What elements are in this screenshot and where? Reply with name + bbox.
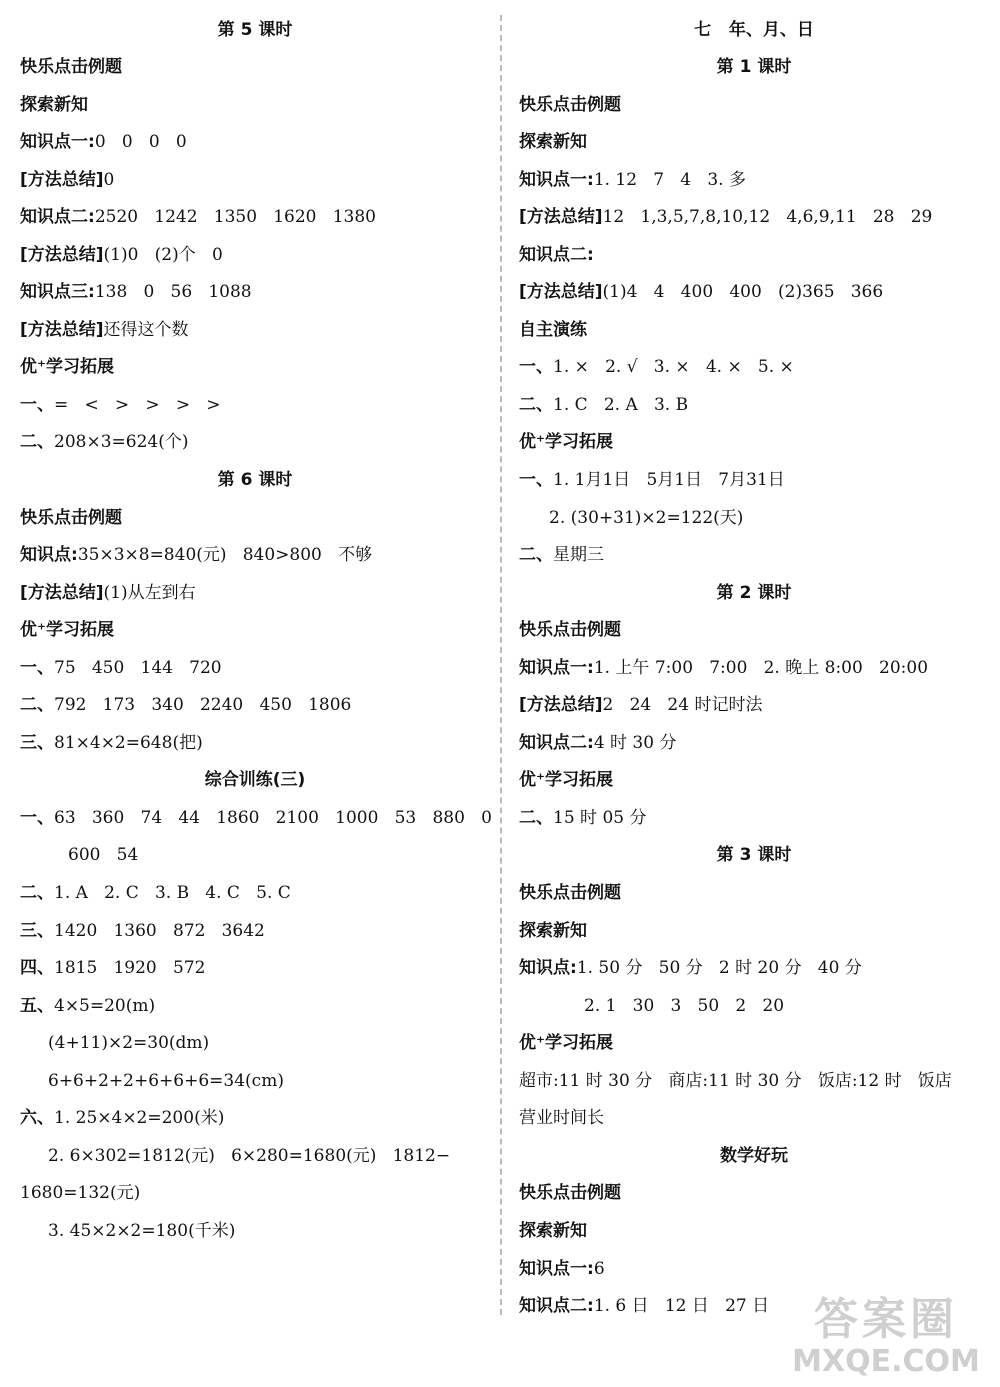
section-title: 数学好玩: [720, 1146, 788, 1166]
answer-line: 五、4×5=20(m): [20, 996, 156, 1016]
answer-line: 2. 1 30 3 50 2 20: [584, 996, 785, 1016]
subheading: 优⁺学习拓展: [519, 1033, 613, 1053]
answer-line: 超市:11 时 30 分 商店:11 时 30 分 饭店:12 时 饭店: [519, 1071, 952, 1091]
section-title: 第 3 课时: [716, 845, 792, 865]
answer-line: 一、1. 1月1日 5月1日 7月31日: [519, 470, 785, 490]
subheading: 优⁺学习拓展: [20, 357, 114, 377]
watermark-url: MXQE.COM: [792, 1344, 980, 1379]
answer-line: [方法总结]2 24 24 时记时法: [519, 695, 763, 715]
answer-line: 知识点一:1. 12 7 4 3. 多: [519, 170, 746, 190]
subheading: 探索新知: [519, 921, 587, 941]
answer-line: 营业时间长: [519, 1108, 604, 1128]
section-title: 第 2 课时: [716, 583, 792, 603]
subheading: 快乐点击例题: [519, 95, 621, 115]
subheading: 探索新知: [519, 1221, 587, 1241]
answer-line: 知识点:1. 50 分 50 分 2 时 20 分 40 分: [519, 958, 862, 978]
answer-line: 知识点二:4 时 30 分: [519, 733, 677, 753]
answer-line: 六、1. 25×4×2=200(米): [20, 1108, 225, 1128]
answer-line: 二、15 时 05 分: [519, 808, 647, 828]
subheading: 快乐点击例题: [519, 1183, 621, 1203]
section-title: 第 5 课时: [217, 20, 293, 40]
answer-line: (4+11)×2=30(dm): [48, 1033, 210, 1053]
answer-line: [方法总结]还得这个数: [20, 320, 189, 340]
section-title: 综合训练(三): [204, 770, 306, 790]
answer-line: 四、1815 1920 572: [20, 958, 206, 978]
watermark: [786, 1295, 986, 1379]
answer-line: 三、1420 1360 872 3642: [20, 921, 265, 941]
answer-line: 2. 6×302=1812(元) 6×280=1680(元) 1812−: [48, 1146, 451, 1166]
answer-line: 二、1. C 2. A 3. B: [519, 395, 689, 415]
answer-line: 一、63 360 74 44 1860 2100 1000 53 880 0: [20, 808, 492, 828]
answer-line: [方法总结]12 1,3,5,7,8,10,12 4,6,9,11 28 29: [519, 207, 933, 227]
answer-line: 二、208×3=624(个): [20, 432, 189, 452]
column-divider: [500, 15, 502, 1315]
answer-line: [方法总结](1)0 (2)个 0: [20, 245, 223, 265]
answer-line: [方法总结](1)4 4 400 400 (2)365 366: [519, 282, 884, 302]
answer-line: 一、1. × 2. √ 3. × 4. × 5. ×: [519, 357, 794, 377]
subheading: 快乐点击例题: [519, 620, 621, 640]
answer-line: [方法总结](1)从左到右: [20, 583, 196, 603]
answer-line: 2. (30+31)×2=122(天): [549, 508, 744, 528]
answer-line: 3. 45×2×2=180(千米): [48, 1221, 236, 1241]
answer-line: 知识点一:6: [519, 1259, 605, 1279]
answer-line: 知识点二:2520 1242 1350 1620 1380: [20, 207, 376, 227]
answer-line: 一、= < > > > >: [20, 395, 221, 415]
chapter-title: 七 年、月、日: [694, 20, 814, 40]
answer-line: [方法总结]0: [20, 170, 115, 190]
answer-line: 1680=132(元): [20, 1183, 141, 1203]
watermark-logo-text: 答案圈: [814, 1294, 958, 1345]
subheading: 快乐点击例题: [20, 508, 122, 528]
subheading: 自主演练: [519, 320, 587, 340]
subheading: 优⁺学习拓展: [519, 432, 613, 452]
answer-line: 6+6+2+2+6+6+6=34(cm): [48, 1071, 284, 1091]
subheading: 优⁺学习拓展: [519, 770, 613, 790]
answer-line: 二、792 173 340 2240 450 1806: [20, 695, 352, 715]
answer-line: 知识点三:138 0 56 1088: [20, 282, 252, 302]
answer-line: 三、81×4×2=648(把): [20, 733, 203, 753]
answer-line: 知识点一:1. 上午 7:00 7:00 2. 晚上 8:00 20:00: [519, 658, 929, 678]
section-title: 第 6 课时: [217, 470, 293, 490]
answer-line: 知识点:35×3×8=840(元) 840>800 不够: [20, 545, 373, 565]
answer-line: 600 54: [68, 845, 139, 865]
answer-line: 一、75 450 144 720: [20, 658, 222, 678]
subheading: 知识点二:: [519, 245, 594, 265]
subheading: 优⁺学习拓展: [20, 620, 114, 640]
subheading: 快乐点击例题: [20, 57, 122, 77]
section-title: 第 1 课时: [716, 57, 792, 77]
answer-line: 知识点二:1. 6 日 12 日 27 日: [519, 1296, 770, 1316]
subheading: 探索新知: [20, 95, 88, 115]
answer-line: 二、星期三: [519, 545, 604, 565]
answer-line: 二、1. A 2. C 3. B 4. C 5. C: [20, 883, 291, 903]
answer-line: 知识点一:0 0 0 0: [20, 132, 187, 152]
subheading: 快乐点击例题: [519, 883, 621, 903]
subheading: 探索新知: [519, 132, 587, 152]
